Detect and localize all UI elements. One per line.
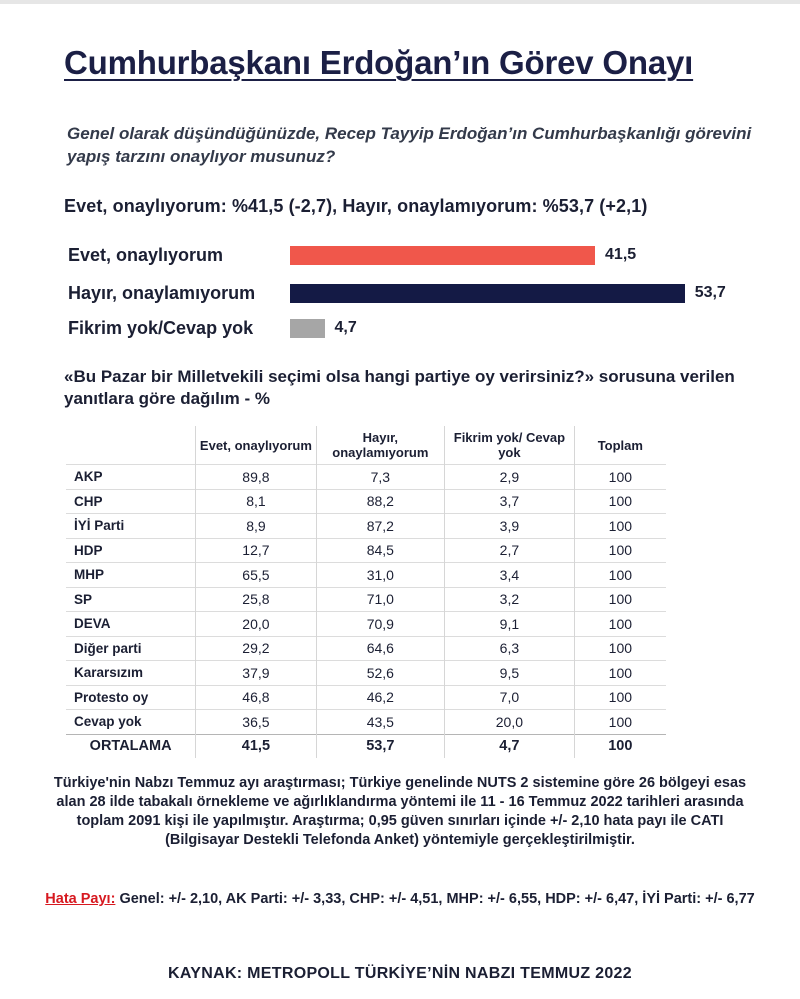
table-cell: 31,0 (316, 563, 445, 588)
bar-label: Evet, onaylıyorum (68, 245, 224, 265)
table-row-label: HDP (66, 538, 196, 563)
table-row (66, 465, 666, 490)
bar-value-label: 53,7 (694, 284, 726, 301)
bar-label: Fikrim yok/Cevap yok (68, 318, 254, 338)
table-cell: 4,7 (445, 734, 575, 758)
table-cell: 100 (574, 587, 666, 612)
error-margin-text: Genel: +/- 2,10, AK Parti: +/- 3,33, CHP: +/- 4,51, MHP: +/- 6,55, HDP: +/- 6,47, İYİ Parti: +/- 6,77 (119, 891, 755, 907)
approval-summary: Evet, onaylıyorum: %41,5 (-2,7), Hayır, onaylamıyorum: %53,7 (+2,1) (64, 196, 648, 216)
table-cell: 9,1 (445, 612, 575, 637)
party-question: «Bu Pazar bir Milletvekili seçimi olsa hangi partiye oy verirsiniz?» sorusuna verilen yanıtlara göre dağılım - % (64, 367, 735, 408)
table-cell: 65,5 (196, 563, 316, 588)
bar-value-label: 4,7 (334, 319, 357, 336)
table-header-toplam: Toplam (574, 426, 666, 465)
table-cell: 3,4 (445, 563, 575, 588)
table-cell: 7,0 (445, 685, 575, 710)
table-cell: 9,5 (445, 661, 575, 686)
table-cell: 8,9 (196, 514, 316, 539)
error-margin-label: Hata Payı: (45, 891, 116, 907)
table-cell: 87,2 (316, 514, 445, 539)
table-row (66, 489, 666, 514)
table-cell: 70,9 (316, 612, 445, 637)
table-row (66, 636, 666, 661)
bar-label: Hayır, onaylamıyorum (68, 283, 256, 303)
top-divider (0, 0, 800, 4)
table-cell: 43,5 (316, 710, 445, 735)
table-header-party (66, 426, 196, 465)
bar-row (0, 244, 800, 266)
table-cell: 6,3 (445, 636, 575, 661)
table-row-label: CHP (66, 489, 196, 514)
table-row (66, 661, 666, 686)
table-cell: 37,9 (196, 661, 316, 686)
table-cell: 2,9 (445, 465, 575, 490)
table-cell: 100 (574, 734, 666, 758)
table-cell: 100 (574, 710, 666, 735)
table-row (66, 538, 666, 563)
table-row (66, 563, 666, 588)
table-cell: 84,5 (316, 538, 445, 563)
table-row (66, 587, 666, 612)
table-header-hayir: Hayır, onaylamıyorum (316, 426, 445, 465)
table-cell: 71,0 (316, 587, 445, 612)
table-cell: 46,8 (196, 685, 316, 710)
table-row-label: SP (66, 587, 196, 612)
table-row-label: Cevap yok (66, 710, 196, 735)
table-header-evet: Evet, onaylıyorum (196, 426, 316, 465)
table-header-fikrim: Fikrim yok/ Cevap yok (445, 426, 575, 465)
table-row (66, 612, 666, 637)
table-cell: 3,7 (445, 489, 575, 514)
table-row-label: ORTALAMA (66, 734, 196, 758)
table-average-row (66, 734, 666, 758)
table-cell: 100 (574, 538, 666, 563)
bar-value-label: 41,5 (605, 246, 637, 263)
table-cell: 53,7 (316, 734, 445, 758)
table-cell: 100 (574, 685, 666, 710)
table-cell: 46,2 (316, 685, 445, 710)
table-row-label: Diğer parti (66, 636, 196, 661)
bar-row (0, 317, 800, 339)
party-distribution-table (66, 426, 666, 758)
error-margin-note (40, 890, 760, 909)
table-cell: 12,7 (196, 538, 316, 563)
bar (290, 284, 685, 303)
bar (290, 319, 325, 338)
table-cell: 20,0 (445, 710, 575, 735)
table-cell: 20,0 (196, 612, 316, 637)
table-cell: 25,8 (196, 587, 316, 612)
table-cell: 29,2 (196, 636, 316, 661)
table-cell: 2,7 (445, 538, 575, 563)
table-cell: 64,6 (316, 636, 445, 661)
table-cell: 89,8 (196, 465, 316, 490)
table-row-label: DEVA (66, 612, 196, 637)
methodology-note: Türkiye'nin Nabzı Temmuz ayı araştırması; Türkiye genelinde NUTS 2 sistemine göre 26 bölgeyi esas alan 28 ilde tabakalı örnekleme ve ağırlıklandırma yöntemi ile 11 - 16 Temmuz 2022 tarihleri arasında toplam 2091 kişi ile yapılmıştır. Araştırma; 0,95 güven sınırları içinde +/- 2,10 hata payı ile CATI (Bilgisayar Destekli Telefonda Anket) yöntemiyle gerçekleştirilmiştir. (53, 775, 747, 848)
table-cell: 100 (574, 612, 666, 637)
table-cell: 100 (574, 661, 666, 686)
table-cell: 8,1 (196, 489, 316, 514)
table-cell: 36,5 (196, 710, 316, 735)
table-cell: 52,6 (316, 661, 445, 686)
source-note: KAYNAK: METROPOLL TÜRKİYE’NİN NABZI TEMMUZ 2022 (168, 965, 632, 982)
table-row-label: Kararsızım (66, 661, 196, 686)
survey-question: Genel olarak düşündüğünüzde, Recep Tayyip Erdoğan’ın Cumhurbaşkanlığı görevini yapış tarzını onaylıyor musunuz? (67, 124, 752, 166)
table-cell: 3,2 (445, 587, 575, 612)
bar (290, 246, 595, 265)
table-cell: 100 (574, 563, 666, 588)
table-cell: 100 (574, 636, 666, 661)
table-row (66, 685, 666, 710)
table-cell: 7,3 (316, 465, 445, 490)
table-cell: 100 (574, 489, 666, 514)
table-row-label: MHP (66, 563, 196, 588)
table-row-label: AKP (66, 465, 196, 490)
page-title: Cumhurbaşkanı Erdoğan’ın Görev Onayı (64, 44, 694, 81)
table-row (66, 514, 666, 539)
table-row-label: Protesto oy (66, 685, 196, 710)
table-header-row (66, 426, 666, 465)
table-cell: 41,5 (196, 734, 316, 758)
table-cell: 88,2 (316, 489, 445, 514)
table-row (66, 710, 666, 735)
table-cell: 3,9 (445, 514, 575, 539)
table-body (66, 465, 666, 759)
bar-row (0, 282, 800, 304)
table-row-label: İYİ Parti (66, 514, 196, 539)
table-cell: 100 (574, 514, 666, 539)
table-cell: 100 (574, 465, 666, 490)
